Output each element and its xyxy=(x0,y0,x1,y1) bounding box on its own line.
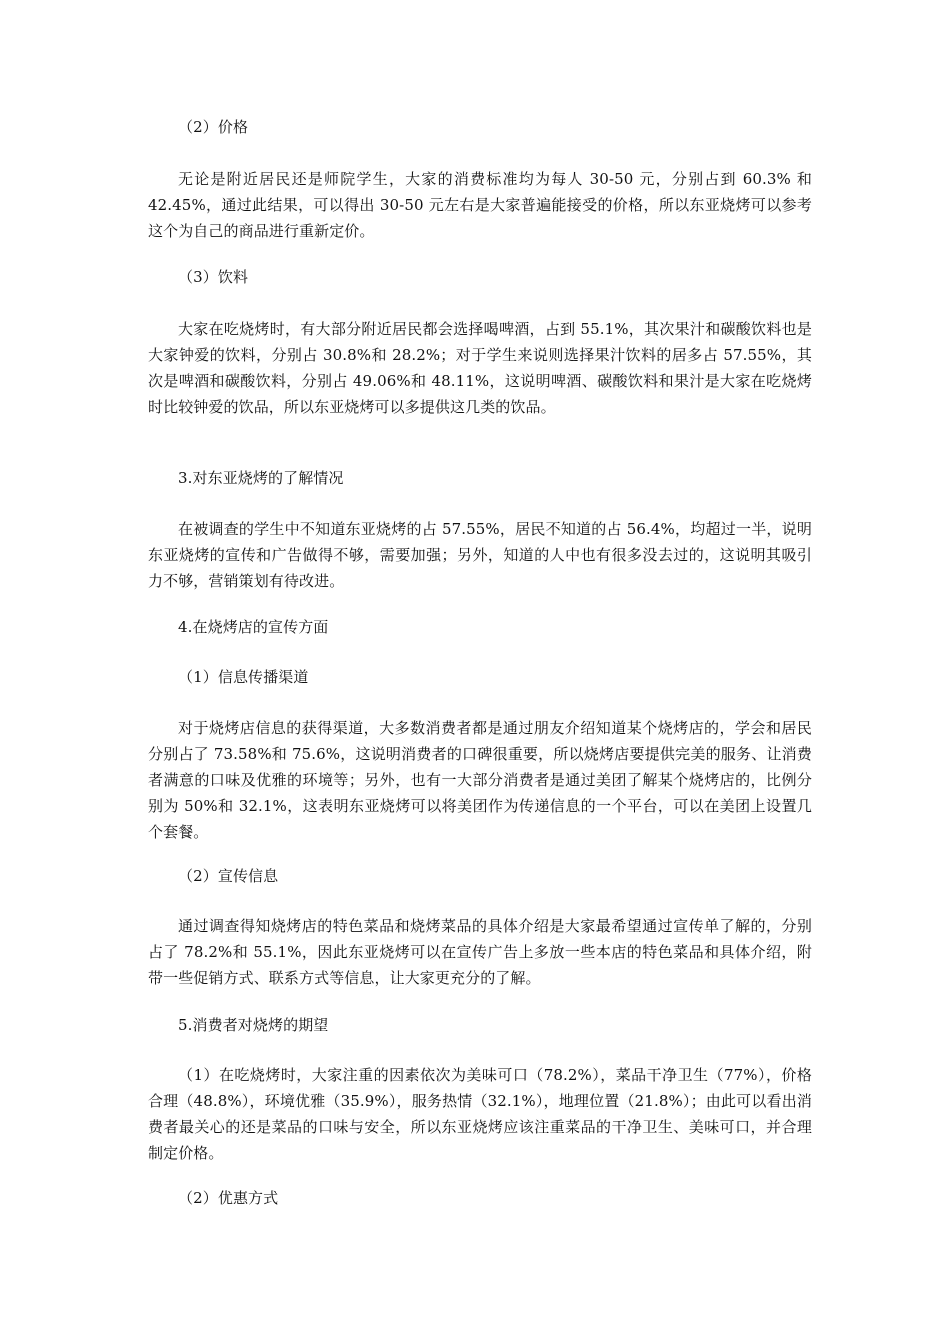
paragraph-channels: 对于烧烤店信息的获得渠道，大多数消费者都是通过朋友介绍知道某个烧烤店的，学会和居民分别占了 73.58%和 75.6%，这说明消费者的口碑很重要，所以烧烤店要提供完美的服务、让消费者满意的口味及优雅的环境等；另外，也有一大部分消费者是通过美团了解某个烧烤店的，比例分别为 50%和 32.1%，这表明东亚烧烤可以将美团作为传递信息的一个平台，可以在美团上设置几个套餐。 xyxy=(148,719,812,841)
section-heading-promotion: 4.在烧烤店的宣传方面 xyxy=(178,618,329,636)
section-heading-drinks: （3）饮料 xyxy=(178,268,249,286)
paragraph-price: 无论是附近居民还是师院学生，大家的消费标准均为每人 30-50 元，分别占到 60.3% 和 42.45%，通过此结果，可以得出 30-50 元左右是大家普遍能接受的价格，所以东亚烧烤可以参考这个为自己的商品进行重新定价。 xyxy=(148,170,812,240)
section-heading-promo-info: （2）宣传信息 xyxy=(178,867,279,885)
paragraph-awareness: 在被调查的学生中不知道东亚烧烤的占 57.55%，居民不知道的占 56.4%，均超过一半，说明东亚烧烤的宣传和广告做得不够，需要加强；另外，知道的人中也有很多没去过的，这说明其吸引力不够，营销策划有待改进。 xyxy=(148,520,812,590)
section-heading-channels: （1）信息传播渠道 xyxy=(178,668,309,686)
paragraph-drinks: 大家在吃烧烤时，有大部分附近居民都会选择喝啤酒，占到 55.1%，其次果汁和碳酸饮料也是大家钟爱的饮料，分别占 30.8%和 28.2%；对于学生来说则选择果汁饮料的居多占 57.55%，其次是啤酒和碳酸饮料，分别占 49.06%和 48.11%，这说明啤酒、碳酸饮料和果汁是大家在吃烧烤时比较钟爱的饮品，所以东亚烧烤可以多提供这几类的饮品。 xyxy=(148,320,812,416)
paragraph-expectations: （1）在吃烧烤时，大家注重的因素依次为美味可口（78.2%），菜品干净卫生（77%），价格合理（48.8%），环境优雅（35.9%），服务热情（32.1%），地理位置（21.8%）；由此可以看出消费者最关心的还是菜品的口味与安全，所以东亚烧烤应该注重菜品的干净卫生、美味可口，并合理制定价格。 xyxy=(148,1066,812,1162)
section-heading-awareness: 3.对东亚烧烤的了解情况 xyxy=(178,469,344,487)
section-heading-discounts: （2）优惠方式 xyxy=(178,1189,279,1207)
section-heading-price: （2）价格 xyxy=(178,118,249,136)
paragraph-promo-info: 通过调查得知烧烤店的特色菜品和烧烤菜品的具体介绍是大家最希望通过宣传单了解的，分别占了 78.2%和 55.1%，因此东亚烧烤可以在宣传广告上多放一些本店的特色菜品和具体介绍，附带一些促销方式、联系方式等信息，让大家更充分的了解。 xyxy=(148,917,812,987)
section-heading-expectations: 5.消费者对烧烤的期望 xyxy=(178,1016,329,1034)
